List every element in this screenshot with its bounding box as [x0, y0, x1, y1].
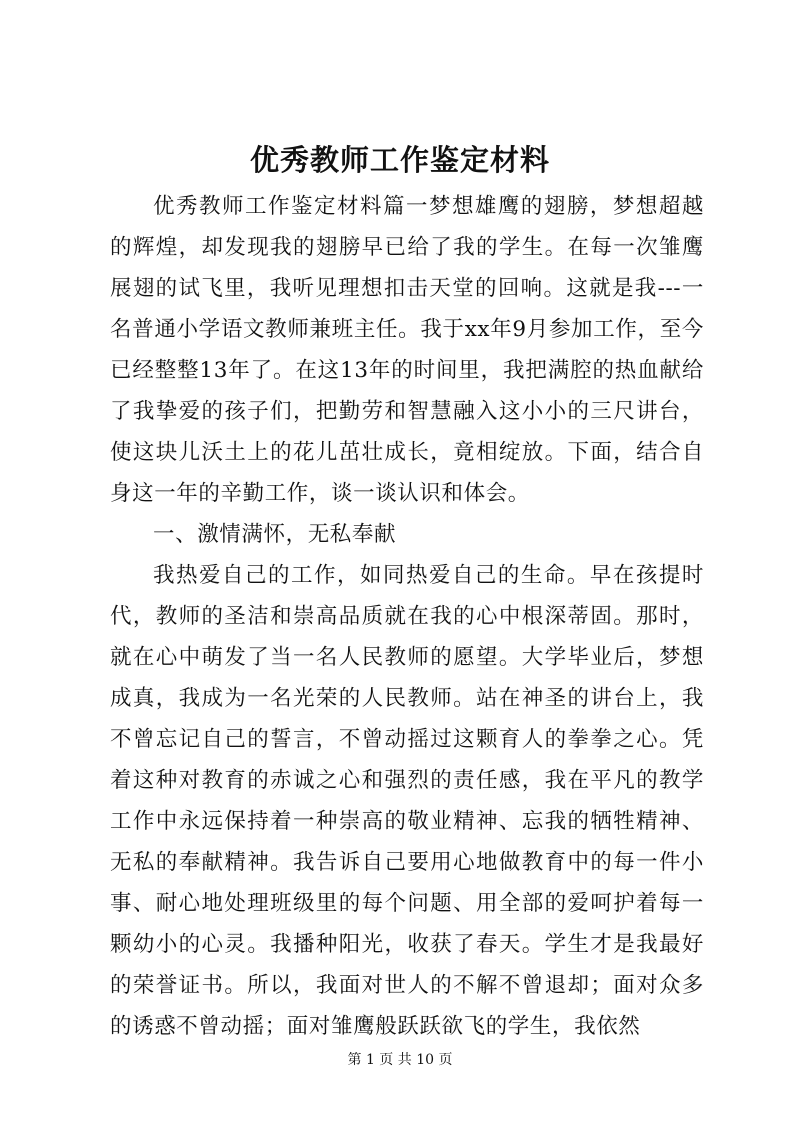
document-body	[110, 186, 704, 1047]
paragraph-intro: 优秀教师工作鉴定材料篇一梦想雄鹰的翅膀，梦想超越的辉煌，却发现我的翅膀早已给了我的学生。在每一次雏鹰展翅的试飞里，我听见理想扣击天堂的回响。这就是我---一名普通小学语文教师兼班主任。我于xx年9月参加工作，至今已经整整13年了。在这13年的时间里，我把满腔的热血献给了我挚爱的孩子们，把勤劳和智慧融入这小小的三尺讲台，使这块儿沃土上的花儿茁壮成长，竟相绽放。下面，结合自身这一年的辛勤工作，谈一谈认识和体会。	[110, 194, 704, 506]
section-heading: 一、激情满怀，无私奉献	[153, 522, 397, 547]
page-number-footer: 第 1 页 共 10 页	[347, 1052, 453, 1068]
paragraph-section-one: 我热爱自己的工作，如同热爱自己的生命。早在孩提时代，教师的圣洁和崇高品质就在我的心中根深蒂固。那时，就在心中萌发了当一名人民教师的愿望。大学毕业后，梦想成真，我成为一名光荣的人民教师。站在神圣的讲台上，我不曾忘记自己的誓言，不曾动摇过这颗育人的拳拳之心。凭着这种对教育的赤诚之心和强烈的责任感，我在平凡的教学工作中永远保持着一种崇高的敬业精神、忘我的牺牲精神、无私的奉献精神。我告诉自己要用心地做教育中的每一件小事、耐心地处理班级里的每个问题、用全部的爱呵护着每一颗幼小的心灵。我播种阳光，收获了春天。学生才是我最好的荣誉证书。所以，我面对世人的不解不曾退却；面对众多的诱惑不曾动摇；面对雏鹰般跃跃欲飞的学生，我依然	[110, 563, 704, 1039]
document-title: 优秀教师工作鉴定材料	[249, 143, 550, 177]
